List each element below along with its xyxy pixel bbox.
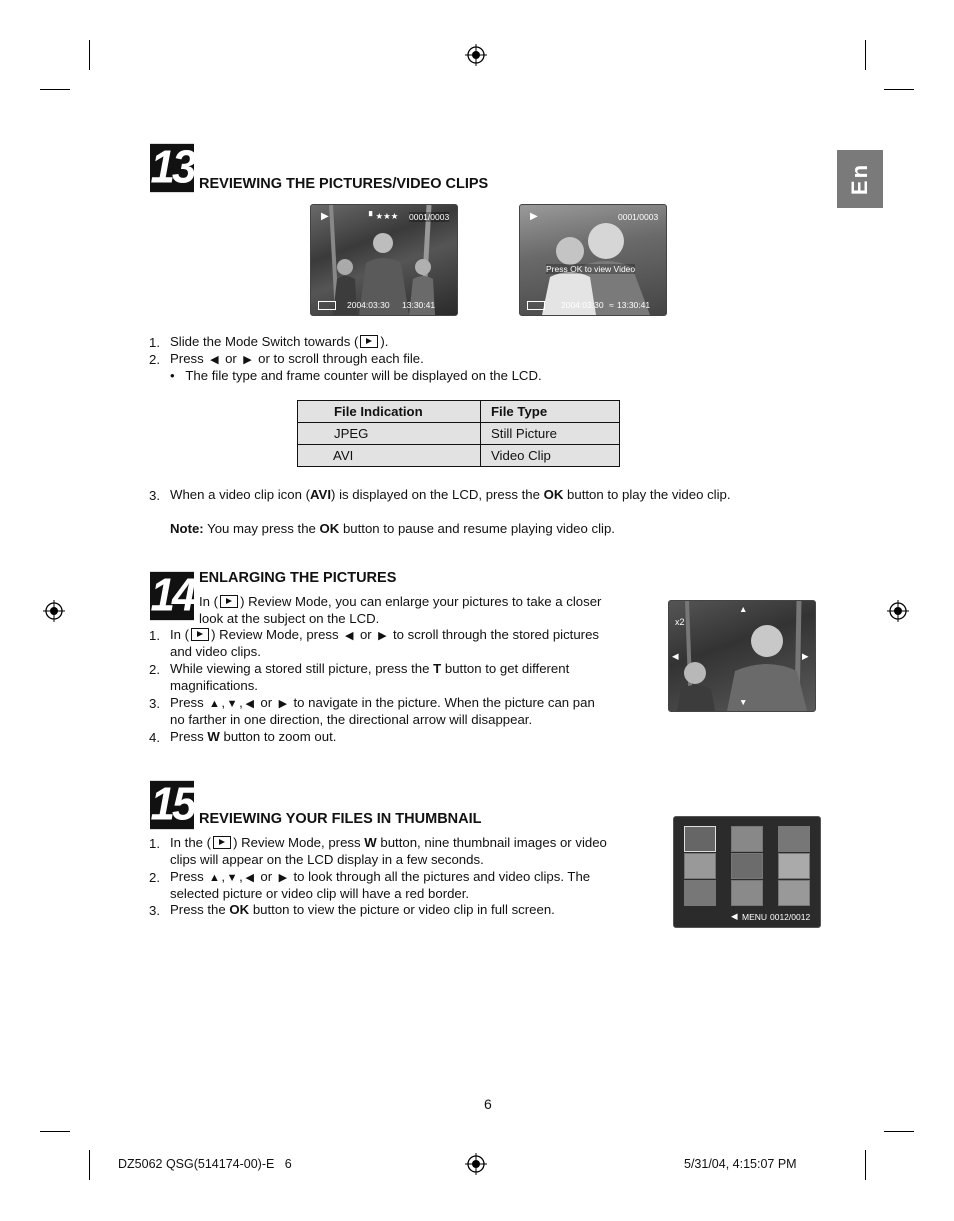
left-arrow-icon: ◀ [345, 630, 354, 642]
list-number: 3. [149, 903, 160, 918]
text: In ( [199, 594, 219, 609]
table-header: File Type [481, 401, 620, 423]
play-mode-icon: ▶ [321, 211, 329, 222]
s14-step-3-cont: no farther in one direction, the directional arrow will disappear. [170, 712, 533, 727]
down-arrow-icon: ▼ [739, 697, 748, 707]
video-prompt: Press OK to view Video [546, 264, 636, 274]
photo-subjects [669, 601, 815, 711]
s15-step-1 [170, 835, 607, 852]
s13-note [170, 521, 615, 538]
text: When a video clip icon ( [170, 487, 311, 502]
text-bold: OK [319, 521, 340, 536]
text-bold: OK [543, 487, 564, 502]
s13-bullet: • The file type and frame counter will be displayed on the LCD. [170, 368, 542, 383]
text: button to pause and resume playing video clip. [339, 521, 615, 536]
s13-step-1-pre: Slide the Mode Switch towards ( [170, 334, 359, 349]
right-arrow-icon: ▶ [802, 651, 809, 661]
text: to scroll through the stored pictures [393, 627, 599, 642]
file-type-table [297, 400, 620, 467]
s14-step-1 [170, 627, 599, 645]
list-number: 2. [149, 662, 160, 677]
right-arrow-icon: ▶ [278, 872, 288, 884]
s13-step-2-pre: Press [170, 351, 204, 366]
list-number: 4. [149, 730, 160, 745]
crop-mark [865, 1150, 866, 1180]
s15-step-2: Press ▲ , ▼ , ◀ or ▶ to look through all the pictures and video clips. The [170, 869, 590, 887]
down-arrow-icon: ▼ [226, 698, 238, 710]
playback-mode-icon [360, 335, 378, 348]
s14-step-3: Press ▲ , ▼ , ◀ or ▶ to navigate in the picture. When the picture can pan [170, 695, 595, 713]
lcd-video-photo [519, 204, 667, 316]
thumbnail[interactable] [731, 880, 763, 906]
s14-intro [199, 594, 601, 611]
playback-mode-icon [191, 628, 209, 641]
crop-mark [89, 1150, 90, 1180]
registration-mark-icon [465, 44, 487, 66]
s14-step-2 [170, 661, 569, 678]
playback-mode-icon [213, 836, 231, 849]
capture-date: 2004:03:30 [347, 300, 390, 310]
crop-mark [865, 40, 866, 70]
left-arrow-icon: ◀ [245, 698, 254, 710]
crop-mark [884, 1131, 914, 1132]
table-header-row [298, 401, 620, 423]
table-cell: JPEG [298, 423, 481, 445]
text-bold: OK [229, 902, 250, 917]
list-number: 3. [149, 696, 160, 711]
s15-step-3 [170, 902, 555, 919]
frame-counter: 0001/0003 [409, 212, 450, 222]
thumbnail[interactable] [684, 853, 716, 879]
text: You may press the [203, 521, 320, 536]
s14-intro-2: look at the subject on the LCD. [199, 611, 380, 626]
text: to navigate in the picture. When the picture can pan [293, 695, 595, 710]
table-cell: Still Picture [481, 423, 620, 445]
thumbnail[interactable] [778, 826, 810, 852]
text: In the ( [170, 835, 212, 850]
crop-mark [884, 89, 914, 90]
list-number: 3. [149, 488, 160, 503]
lcd-zoom-photo [668, 600, 816, 712]
registration-mark-icon [465, 1153, 487, 1175]
page-number: 6 [484, 1096, 492, 1112]
playback-mode-icon [220, 595, 238, 608]
table-cell: Video Clip [481, 445, 620, 467]
text-bold: W [207, 729, 220, 744]
text: Press [170, 729, 208, 744]
s14-step-1-cont: and video clips. [170, 644, 261, 659]
list-number: 2. [149, 870, 160, 885]
thumbnail-menu-label: MENU [742, 912, 768, 922]
thumbnail[interactable] [684, 826, 716, 852]
thumbnail[interactable] [731, 826, 763, 852]
video-icon: ≈ [609, 300, 614, 310]
crop-mark [89, 40, 90, 70]
s15-step-1-cont: clips will appear on the LCD display in a few seconds. [170, 852, 484, 867]
section-number-14: 14 [150, 569, 194, 622]
crop-mark [40, 1131, 70, 1132]
text: button, nine thumbnail images or video [376, 835, 607, 850]
s15-step-2-cont: selected picture or video clip will have a red border. [170, 886, 470, 901]
lcd-thumbnail-grid [673, 816, 821, 928]
protect-rating-icon: ▘★★★ [369, 211, 399, 221]
language-tab-label: En [847, 162, 872, 196]
capture-time: 13:30:41 [617, 300, 651, 310]
s13-step-2-post: or to scroll through each file. [258, 351, 424, 366]
s13-bullet-text: The file type and frame counter will be displayed on the LCD. [185, 368, 542, 383]
frame-counter: 0001/0003 [618, 212, 659, 222]
registration-mark-icon [887, 600, 909, 622]
section-14-heading: ENLARGING THE PICTURES [199, 570, 397, 586]
s14-step-4 [170, 729, 336, 746]
play-mode-icon: ▶ [530, 211, 538, 222]
text: or [359, 627, 372, 642]
thumbnail[interactable] [778, 880, 810, 906]
capture-time: 13:30:41 [402, 300, 436, 310]
table-cell: AVI [298, 445, 481, 467]
section-number-15: 15 [150, 778, 194, 831]
down-arrow-icon: ▼ [226, 872, 238, 884]
left-arrow-icon: ◀ [731, 911, 738, 921]
text: ) is displayed on the LCD, press the [331, 487, 544, 502]
s14-step-2-cont: magnifications. [170, 678, 258, 693]
text: or [260, 869, 273, 884]
s13-step-1 [170, 334, 388, 351]
battery-icon [527, 301, 545, 310]
text: ) Review Mode, press [233, 835, 365, 850]
thumbnail-counter: 0012/0012 [770, 912, 811, 922]
thumbnail[interactable] [684, 880, 716, 906]
up-arrow-icon: ▲ [739, 604, 748, 614]
note-label: Note: [170, 521, 204, 536]
text-bold: T [433, 661, 442, 676]
text: ) Review Mode, press [211, 627, 339, 642]
section-13-heading: REVIEWING THE PICTURES/VIDEO CLIPS [199, 176, 489, 192]
text: While viewing a stored still picture, press the [170, 661, 434, 676]
crop-mark [40, 89, 70, 90]
text: button to zoom out. [219, 729, 337, 744]
section-15-heading: REVIEWING YOUR FILES IN THUMBNAIL [199, 811, 482, 827]
text: Press the [170, 902, 230, 917]
thumbnail[interactable] [731, 853, 763, 879]
text: ) Review Mode, you can enlarge your pictures to take a closer [240, 594, 602, 609]
registration-mark-icon [43, 600, 65, 622]
thumbnail[interactable] [778, 853, 810, 879]
text: button to view the picture or video clip in full screen. [249, 902, 555, 917]
text: to look through all the pictures and video clips. The [293, 869, 591, 884]
right-arrow-icon: ▶ [278, 698, 288, 710]
list-number: 2. [149, 352, 160, 367]
left-arrow-icon: ◀ [672, 651, 679, 661]
s13-step-2 [170, 351, 424, 369]
table-row [298, 445, 620, 467]
table-header: File Indication [298, 401, 481, 423]
s13-step-2-or: or [225, 351, 237, 366]
text: button to get different [441, 661, 570, 676]
left-arrow-icon: ◀ [245, 872, 254, 884]
text: button to play the video clip. [563, 487, 731, 502]
up-arrow-icon: ▲ [208, 698, 220, 710]
list-number: 1. [149, 628, 160, 643]
text-bold: W [364, 835, 377, 850]
footer-right: 5/31/04, 4:15:07 PM [684, 1157, 797, 1171]
s13-step-1-post: ). [380, 334, 389, 349]
language-tab [837, 150, 883, 208]
table-row [298, 423, 620, 445]
up-arrow-icon: ▲ [208, 872, 220, 884]
text: or [260, 695, 273, 710]
text: In ( [170, 627, 190, 642]
capture-date: 2004:03:30 [561, 300, 604, 310]
text: Press [170, 695, 204, 710]
right-arrow-icon: ▶ [378, 630, 387, 642]
footer-left: DZ5062 QSG(514174-00)-E 6 [118, 1157, 292, 1171]
right-arrow-icon: ▶ [243, 354, 252, 366]
lcd-preview-photo [310, 204, 458, 316]
list-number: 1. [149, 836, 160, 851]
left-arrow-icon: ◀ [210, 354, 219, 366]
s13-step-3 [170, 487, 731, 504]
zoom-level: x2 [675, 617, 685, 627]
section-number-13: 13 [150, 141, 194, 194]
battery-icon [318, 301, 336, 310]
text-bold: AVI [310, 487, 332, 502]
text: Press [170, 869, 204, 884]
list-number: 1. [149, 335, 160, 350]
